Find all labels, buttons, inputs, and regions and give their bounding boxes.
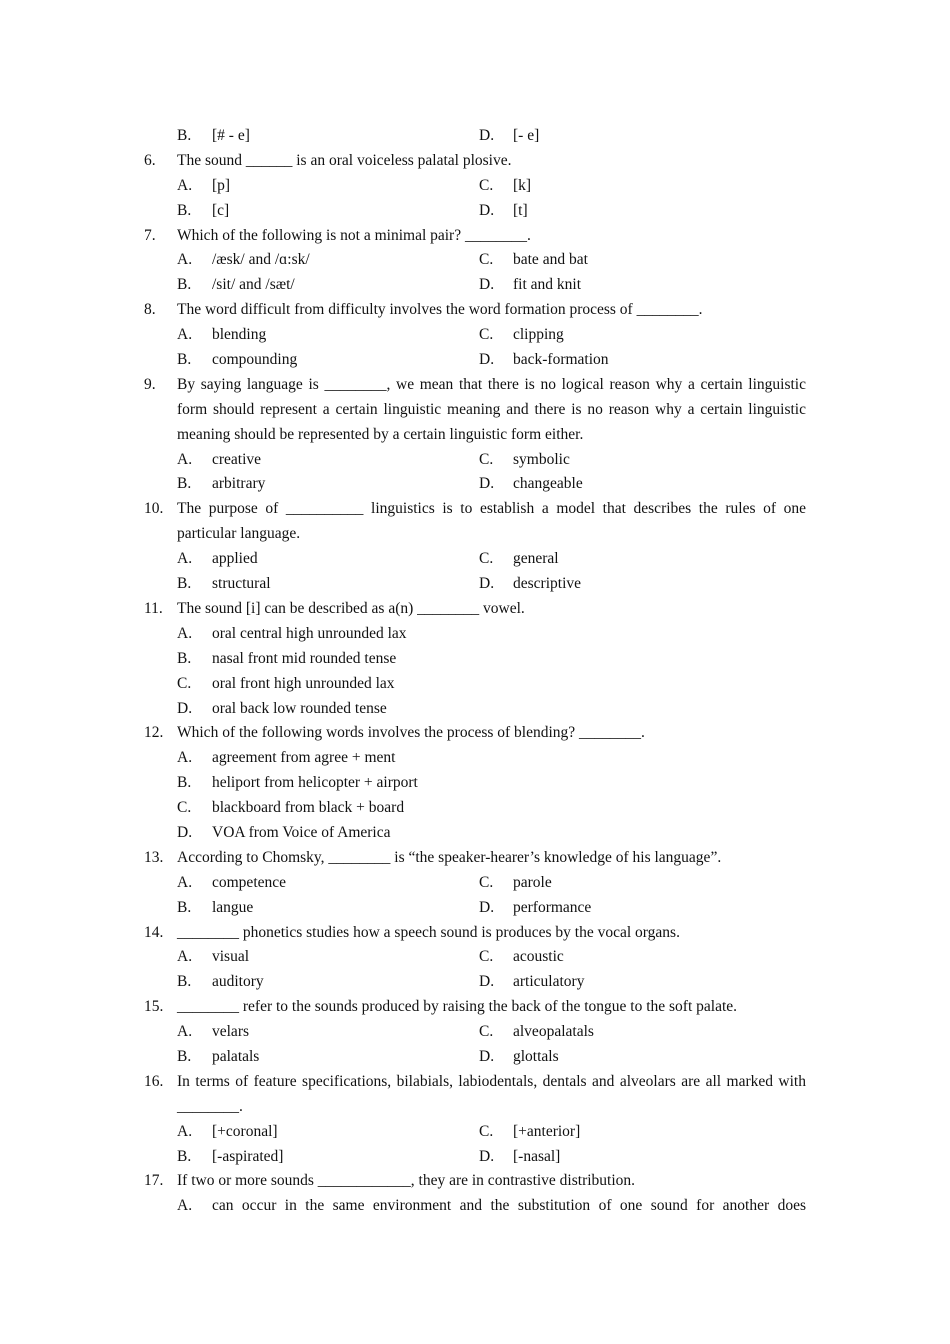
question-text: Which of the following is not a minimal pair? ________. [177,226,531,244]
question-text: Which of the following words involves the process of blending? ________. [177,724,645,742]
question-row [144,721,806,746]
option-row [144,273,806,298]
question-row [144,597,806,622]
option-letter: C. [479,176,494,194]
option-text: [+anterior] [513,1122,581,1140]
option-text: clipping [513,326,564,344]
option-text: velars [212,1023,250,1041]
question-row [144,373,806,448]
option-letter: C. [479,251,494,269]
option-letter: A. [177,1197,193,1215]
question-row [144,298,806,323]
option-letter: C. [479,1023,494,1041]
option-text: fit and knit [513,276,582,294]
question-number: 13. [144,848,164,866]
question-number: 7. [144,226,156,244]
option-letter: A. [177,624,193,642]
option-text: articulatory [513,973,585,991]
option-letter: B. [177,201,192,219]
question-text: ________ phonetics studies how a speech sound is produces by the vocal organs. [177,923,680,941]
option-letter: D. [479,1147,495,1165]
option-text: VOA from Voice of America [212,823,391,841]
option-row [144,174,806,199]
question-text: If two or more sounds ____________, they are in contrastive distribution. [177,1172,636,1190]
option-letter: C. [177,674,192,692]
option-letter: A. [177,251,193,269]
question-row [144,149,806,174]
option-letter: B. [177,276,192,294]
option-row [144,896,806,921]
question-number: 16. [144,1072,164,1090]
question-number: 14. [144,923,164,941]
option-row [144,647,806,672]
option-text: langue [212,898,254,916]
option-text: structural [212,575,271,593]
option-row [144,572,806,597]
option-row [144,697,806,722]
option-row [144,970,806,995]
option-letter: D. [479,276,495,294]
question-number: 8. [144,301,156,319]
question-number: 11. [144,599,163,617]
option-letter: B. [177,475,192,493]
question-row [144,224,806,249]
question-text: In terms of feature specifications, bilabials, labiodentals, dentals and alveolars are all marked with ________. [177,1072,806,1115]
option-text: [- e] [513,127,540,144]
question-row [144,497,806,547]
option-text: compounding [212,351,298,369]
option-letter: B. [177,973,192,991]
option-text: [t] [513,201,528,219]
question-text: The sound ______ is an oral voiceless palatal plosive. [177,151,512,169]
option-letter: B. [177,898,192,916]
option-text: oral central high unrounded lax [212,624,407,642]
option-letter: D. [479,1047,495,1065]
option-text: oral front high unrounded lax [212,674,395,692]
option-letter: C. [479,550,494,568]
question-number: 12. [144,724,164,742]
question-number: 9. [144,375,156,393]
option-text: bate and bat [513,251,588,269]
question-list [144,124,806,1219]
option-text: oral back low rounded tense [212,699,387,717]
option-text: [p] [212,176,231,194]
option-row [144,1045,806,1070]
question-text: According to Chomsky, ________ is “the speaker-hearer’s knowledge of his language”. [177,848,722,866]
option-letter: B. [177,351,192,369]
option-letter: A. [177,450,193,468]
option-text: nasal front mid rounded tense [212,649,397,667]
option-text: parole [513,873,552,891]
option-letter: A. [177,873,193,891]
option-text: glottals [513,1047,559,1065]
question-text: The purpose of __________ linguistics is to establish a model that describes the rules of one particular language. [177,500,806,543]
option-text: [c] [212,201,230,219]
option-letter: B. [177,1147,192,1165]
option-letter: C. [479,873,494,891]
option-letter: D. [479,127,495,144]
option-row [144,771,806,796]
option-letter: C. [479,326,494,344]
option-row [144,323,806,348]
option-letter: D. [479,201,495,219]
question-row [144,846,806,871]
option-row [144,348,806,373]
option-text: alveopalatals [513,1023,594,1041]
option-row [144,199,806,224]
option-letter: C. [479,450,494,468]
option-row [144,547,806,572]
option-letter: D. [177,699,193,717]
option-row [144,472,806,497]
option-letter: B. [177,774,192,792]
option-text: arbitrary [212,475,266,493]
option-row [144,124,806,149]
option-letter: D. [479,475,495,493]
option-row [144,672,806,697]
question-row [144,921,806,946]
question-number: 10. [144,500,164,518]
option-letter: A. [177,176,193,194]
option-text: heliport from helicopter + airport [212,774,418,792]
option-text: [k] [513,176,532,194]
option-row [144,796,806,821]
question-text: The word difficult from difficulty involves the word formation process of ________. [177,301,703,319]
question-text: The sound [i] can be described as a(n) ________ vowel. [177,599,525,617]
option-letter: D. [479,898,495,916]
option-text: blackboard from black + board [212,799,405,817]
option-text: [-nasal] [513,1147,561,1165]
option-letter: A. [177,1023,193,1041]
option-text: visual [212,948,250,966]
option-letter: A. [177,550,193,568]
option-text: competence [212,873,287,891]
option-text: creative [212,450,262,468]
question-row [144,1070,806,1120]
option-letter: B. [177,127,192,144]
option-row [144,248,806,273]
option-row [144,1145,806,1170]
option-text: [+coronal] [212,1122,278,1140]
option-row [144,1194,806,1219]
option-text: [-aspirated] [212,1147,284,1165]
option-row [144,821,806,846]
option-letter: B. [177,649,192,667]
option-row [144,448,806,473]
option-letter: D. [479,973,495,991]
option-text: auditory [212,973,264,991]
option-letter: C. [479,1122,494,1140]
question-number: 17. [144,1172,164,1190]
option-text: agreement from agree + ment [212,749,396,767]
question-row [144,1169,806,1194]
question-text: By saying language is ________, we mean that there is no logical reason why a certain linguistic form should represent a certain linguistic meaning and there is no reason why a certain linguistic meaning should be represented by a certain linguistic form either. [177,375,806,443]
option-row [144,871,806,896]
option-letter: C. [177,799,192,817]
option-text: /sit/ and /sæt/ [212,276,295,294]
question-number: 6. [144,151,156,169]
option-letter: D. [479,575,495,593]
question-number: 15. [144,998,164,1016]
option-text: blending [212,326,267,344]
option-text: back-formation [513,351,609,369]
option-text: applied [212,550,258,568]
option-letter: A. [177,1122,193,1140]
option-text: symbolic [513,450,570,468]
question-row [144,995,806,1020]
option-row [144,1020,806,1045]
option-row [144,945,806,970]
option-text: descriptive [513,575,582,593]
option-row [144,746,806,771]
option-row [144,1120,806,1145]
option-letter: D. [479,351,495,369]
option-text: [# - e] [212,127,250,144]
option-text: changeable [513,475,583,493]
option-letter: B. [177,1047,192,1065]
option-text: acoustic [513,948,564,966]
option-text: can occur in the same environment and the substitution of one sound for another does [212,1197,806,1215]
option-text: /æsk/ and /ɑ:sk/ [212,251,310,269]
option-letter: A. [177,326,193,344]
option-text: performance [513,898,592,916]
question-text: ________ refer to the sounds produced by raising the back of the tongue to the soft palate. [177,998,738,1016]
option-letter: A. [177,948,193,966]
option-row [144,622,806,647]
option-letter: C. [479,948,494,966]
option-text: palatals [212,1047,260,1065]
option-letter: D. [177,823,193,841]
option-letter: B. [177,575,192,593]
option-text: general [513,550,559,568]
option-letter: A. [177,749,193,767]
